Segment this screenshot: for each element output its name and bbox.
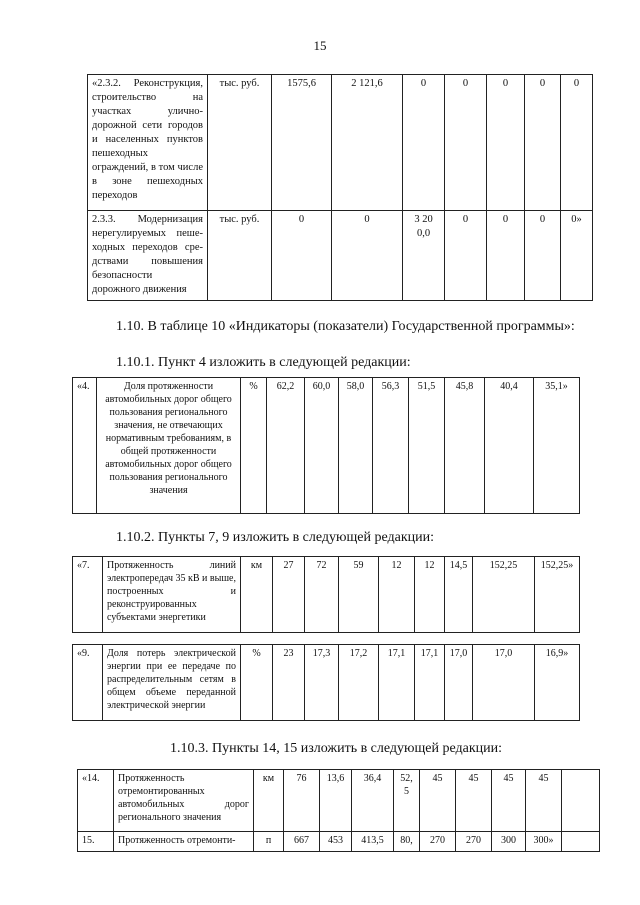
table-indicator-9 <box>72 644 580 721</box>
unit: тыс. руб. <box>208 211 272 301</box>
table-indicator-4 <box>72 377 580 514</box>
value-cell: 270 <box>420 832 456 852</box>
value-cell: 0 <box>487 211 525 301</box>
value-cell: 17,1 <box>379 645 415 721</box>
value-cell: 0 <box>525 211 561 301</box>
value-cell: 35,1» <box>534 378 580 514</box>
unit: % <box>241 378 267 514</box>
value-cell: 14,5 <box>445 557 473 633</box>
value-cell: 300» <box>526 832 562 852</box>
table-row <box>73 378 580 514</box>
value-cell: 0 <box>525 75 561 211</box>
item-number: «9. <box>73 645 103 721</box>
value-cell: 300 <box>492 832 526 852</box>
item-name: Доля потерь электрической энергии при ее передаче по распределительным сетям в общем объеме переданной электрической энергии <box>103 645 241 721</box>
table-indicators-14-15 <box>77 769 600 852</box>
unit: % <box>241 645 273 721</box>
unit: п <box>254 832 284 852</box>
table-row <box>88 211 593 301</box>
item-name: Протяженность отремонтированных автомобильных дорог регионального значения <box>114 770 254 832</box>
value-cell: 413,5 <box>352 832 394 852</box>
value-cell: 0 <box>445 75 487 211</box>
value-cell: 17,3 <box>305 645 339 721</box>
value-cell: 56,3 <box>373 378 409 514</box>
unit: км <box>254 770 284 832</box>
value-cell: 0» <box>561 211 593 301</box>
value-cell: 17,0 <box>473 645 535 721</box>
value-cell: 72 <box>305 557 339 633</box>
item-number: «14. <box>78 770 114 832</box>
item-name: Протяженность отремонти- <box>114 832 254 852</box>
value-cell: 58,0 <box>339 378 373 514</box>
paragraph-1-10-3: 1.10.3. Пункты 14, 15 изложить в следующей редакции: <box>170 741 503 756</box>
value-cell: 0 <box>272 211 332 301</box>
table-row <box>78 770 600 832</box>
value-cell: 45 <box>456 770 492 832</box>
item-name: Доля протяженности автомобильных дорог общего пользования регионального значения, не отвечающих нормативным требованиям, в общей протяженности автомобильных дорог общего пользования регионального значения <box>97 378 241 514</box>
value-cell: 13,6 <box>320 770 352 832</box>
value-cell: 45,8 <box>445 378 485 514</box>
value-cell: 51,5 <box>409 378 445 514</box>
value-cell: 12 <box>415 557 445 633</box>
paragraph-1-10-2: 1.10.2. Пункты 7, 9 изложить в следующей редакции: <box>116 530 435 545</box>
value-cell: 2 121,6 <box>332 75 403 211</box>
value-cell: 52, 5 <box>394 770 420 832</box>
paragraph-1-10-1: 1.10.1. Пункт 4 изложить в следующей редакции: <box>116 355 411 370</box>
item-number: «7. <box>73 557 103 633</box>
value-cell: 0 <box>403 75 445 211</box>
value-cell: 17,1 <box>415 645 445 721</box>
item-name: 2.3.3. Модернизация нерегулируемых пеше-ходных переходов сре-дствами повышения безопасности дорожного движения <box>88 211 208 301</box>
table-row <box>78 832 600 852</box>
table-row <box>73 557 580 633</box>
item-name: Протяженность линий электропередач 35 кВ и выше, построенных и реконструированных субъектами энергетики <box>103 557 241 633</box>
value-cell: 12 <box>379 557 415 633</box>
item-name: «2.3.2. Реконструкция, строительство на участках улично-дорожной сети городов и населенных пунктов пешеходных ограждений, в том числе в зоне пешеходных переходов <box>88 75 208 211</box>
item-number: 15. <box>78 832 114 852</box>
value-cell: 23 <box>273 645 305 721</box>
table-indicator-7 <box>72 556 580 633</box>
value-cell: 17,2 <box>339 645 379 721</box>
table-row <box>73 645 580 721</box>
value-cell: 1575,6 <box>272 75 332 211</box>
value-cell: 76 <box>284 770 320 832</box>
value-cell: 36,4 <box>352 770 394 832</box>
table-row <box>88 75 593 211</box>
page-number: 15 <box>313 38 327 53</box>
value-cell: 60,0 <box>305 378 339 514</box>
value-cell: 0 <box>561 75 593 211</box>
value-cell: 152,25 <box>473 557 535 633</box>
value-cell: 667 <box>284 832 320 852</box>
value-cell: 27 <box>273 557 305 633</box>
value-cell: 270 <box>456 832 492 852</box>
value-cell: 62,2 <box>267 378 305 514</box>
value-cell: 45 <box>526 770 562 832</box>
value-cell: 0 <box>487 75 525 211</box>
value-cell <box>562 770 600 832</box>
value-cell: 16,9» <box>535 645 580 721</box>
value-cell: 80, <box>394 832 420 852</box>
value-cell: 152,25» <box>535 557 580 633</box>
unit: км <box>241 557 273 633</box>
value-cell: 0 <box>445 211 487 301</box>
value-cell: 3 20 0,0 <box>403 211 445 301</box>
value-cell: 40,4 <box>485 378 534 514</box>
paragraph-1-10: 1.10. В таблице 10 «Индикаторы (показатели) Государственной программы»: <box>116 319 575 334</box>
unit: тыс. руб. <box>208 75 272 211</box>
value-cell: 45 <box>420 770 456 832</box>
value-cell: 453 <box>320 832 352 852</box>
value-cell: 59 <box>339 557 379 633</box>
value-cell: 45 <box>492 770 526 832</box>
item-number: «4. <box>73 378 97 514</box>
value-cell: 17,0 <box>445 645 473 721</box>
value-cell <box>562 832 600 852</box>
value-cell: 0 <box>332 211 403 301</box>
table-program-costs <box>87 74 593 301</box>
